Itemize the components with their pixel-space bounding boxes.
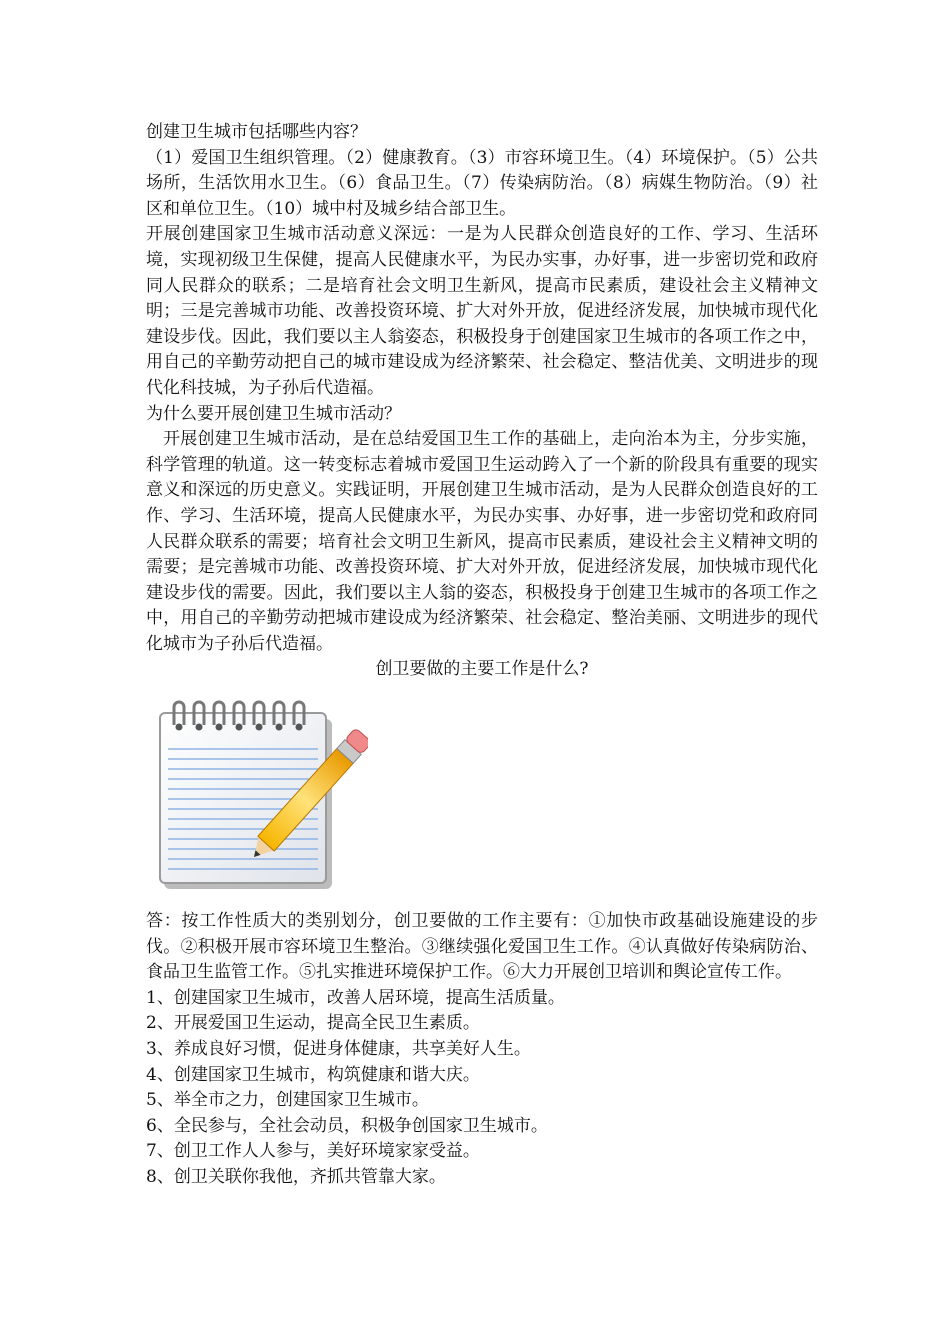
question-2-answer: 开展创建卫生城市活动，是在总结爱国卫生工作的基础上，走向治本为主，分步实施，科学管理的轨道。这一转变标志着城市爱国卫生运动跨入了一个新的阶段具有重要的现实意义和深远的历史意义。实践证明，开展创建卫生城市活动，是为人民群众创造良好的工作、学习、生活环境，提高人民健康水平，为民办实事、办好事，进一步密切党和政府同人民群众联系的需要；培育社会文明卫生新风，提高市民素质，建设社会主义精神文明的需要；是完善城市功能、改善投资环境、扩大对外开放，促进经济发展，加快城市现代化建设步伐的需要。因此，我们要以主人翁的姿态，积极投身于创建卫生城市的各项工作之中，用自己的辛勤劳动把城市建设成为经济繁荣、社会稳定、整治美丽、文明进步的现代化城市为子孙后代造福。: [146, 429, 818, 654]
question-3-title: 创卫要做的主要工作是什么?: [375, 659, 589, 680]
significance-paragraph: 开展创建国家卫生城市活动意义深远：一是为人民群众创造良好的工作、学习、生活环境，实现初级卫生保健，提高人民健康水平，为民办实事，办好事，进一步密切党和政府同人民群众的联系；二是培育社会文明卫生新风，提高市民素质，建设社会主义精神文明；三是完善城市功能、改善投资环境、扩大对外开放，促进经济发展，加快城市现代化建设步伐。因此，我们要以主人翁姿态，积极投身于创建国家卫生城市的各项工作之中，用自己的辛勤劳动把自己的城市建设成为经济繁荣、社会稳定、整洁优美、文明进步的现代化科技城，为子孙后代造福。: [146, 224, 818, 398]
question-1-title: 创建卫生城市包括哪些内容？: [146, 122, 367, 142]
question-1-items: （1）爱国卫生组织管理。（2）健康教育。（3）市容环境卫生。（4）环境保护。（5）公共场所，生活饮用水卫生。（6）食品卫生。（7）传染病防治。（8）病媒生物防治。（9）社区和单位卫生。（10）城中村及城乡结合部卫生。: [146, 147, 818, 219]
question-3-answer: 答：按工作性质大的类别划分，创卫要做的工作主要有：①加快市政基础设施建设的步伐。②积极开展市容环境卫生整治。③继续强化爱国卫生工作。④认真做好传染病防治、食品卫生监管工作。⑤扎实推进环境保护工作。⑥大力开展创卫培训和舆论宣传工作。: [146, 911, 818, 983]
slogan-item: 7、创卫工作人人参与，美好环境家家受益。: [146, 1141, 480, 1162]
slogan-item: 4、创建国家卫生城市，构筑健康和谐大庆。: [146, 1064, 480, 1085]
notepad-pencil-icon: [158, 697, 368, 897]
document-body: [146, 120, 818, 1191]
slogan-list: [146, 986, 818, 1191]
slogan-item: 5、举全市之力，创建国家卫生城市。: [146, 1090, 429, 1111]
slogan-item: 6、全民参与，全社会动员，积极争创国家卫生城市。: [146, 1115, 548, 1136]
question-2-title: 为什么要开展创建卫生城市活动？: [146, 403, 401, 424]
slogan-item: 8、创卫关联你我他，齐抓共管靠大家。: [146, 1167, 446, 1187]
slogan-item: 1、创建国家卫生城市，改善人居环境，提高生活质量。: [146, 987, 565, 1008]
slogan-item: 3、养成良好习惯，促进身体健康，共享美好人生。: [146, 1039, 531, 1060]
slogan-item: 2、开展爱国卫生运动，提高全民卫生素质。: [146, 1013, 480, 1034]
